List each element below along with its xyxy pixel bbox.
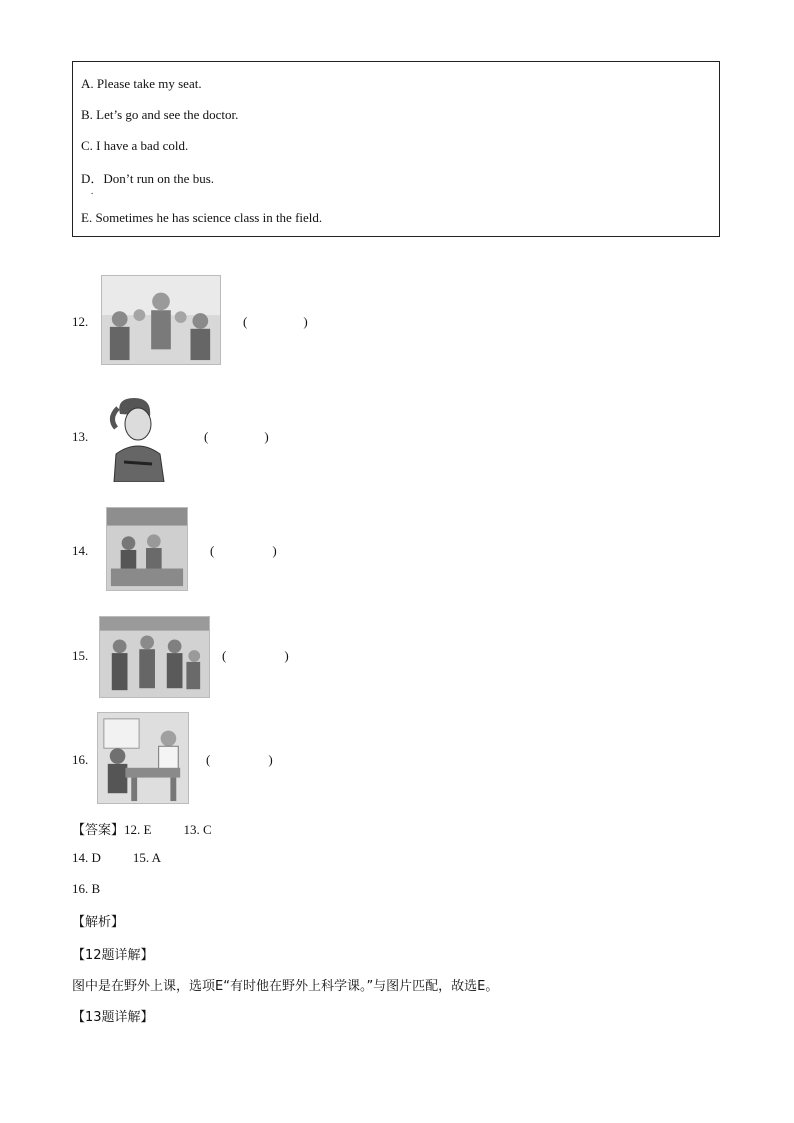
answer-14: 14. D [72, 850, 101, 865]
bus-passengers-picture [106, 507, 188, 591]
stray-dot: . [91, 186, 94, 196]
options-box [72, 61, 720, 237]
question-12-number: 12. [72, 314, 89, 329]
doctor-visit-picture [97, 712, 189, 804]
question-14-number: 14. [72, 543, 89, 558]
option-e: E. Sometimes he has science class in the field. [81, 210, 323, 225]
q12-detail-heading: 【12题详解】 [72, 948, 154, 963]
answer-blank-15: ( ) [222, 648, 289, 663]
answer-blank-16: ( ) [206, 752, 273, 767]
answer-blank-12: ( ) [243, 314, 308, 329]
answer-blank-14: ( ) [210, 543, 277, 558]
q12-explanation: 图中是在野外上课，选项E“有时他在野外上科学课。”与图片匹配，故选E。 [72, 979, 499, 994]
answers-row-3 [72, 881, 100, 897]
children-in-field-picture [101, 275, 221, 365]
option-b: B. Let’s go and see the doctor. [81, 107, 239, 122]
option-a: A. Please take my seat. [81, 76, 202, 91]
option-d: D．Don’t run on the bus. [81, 171, 215, 186]
question-16-number: 16. [72, 752, 89, 767]
option-c: C. I have a bad cold. [81, 138, 189, 153]
question-15-number: 15. [72, 648, 89, 663]
answer-12: 12. E [124, 822, 152, 837]
sick-girl-picture [106, 392, 170, 482]
answer-16: 16. B [72, 881, 101, 896]
answer-blank-13: ( ) [204, 429, 269, 444]
answers-heading: 【答案】 [72, 823, 125, 838]
q13-detail-heading: 【13题详解】 [72, 1010, 154, 1025]
answers-row-1 [72, 819, 212, 838]
question-13-number: 13. [72, 429, 89, 444]
answers-row-2 [72, 850, 161, 866]
answer-13: 13. C [183, 822, 212, 837]
answer-15: 15. A [132, 850, 162, 865]
people-on-bus-picture [99, 616, 210, 698]
analysis-heading: 【解析】 [72, 915, 125, 930]
